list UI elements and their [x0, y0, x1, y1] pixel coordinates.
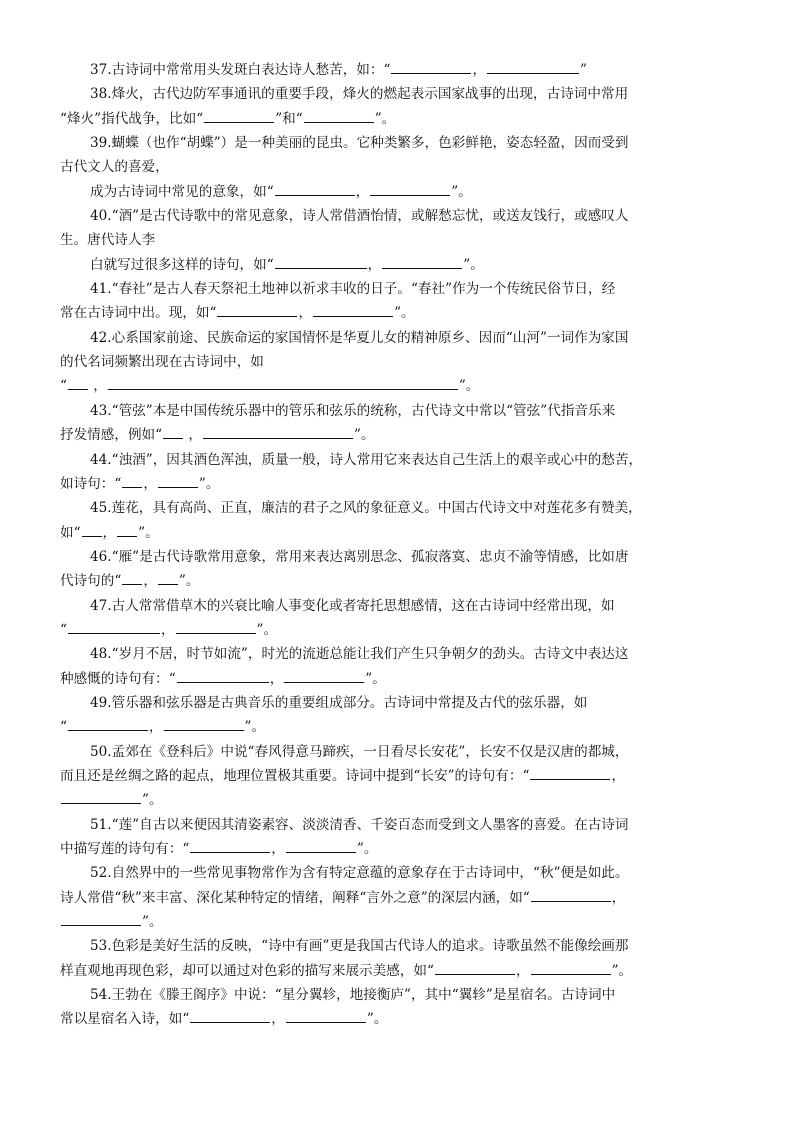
answer-blank[interactable] — [68, 716, 148, 731]
question-text: 如“ — [60, 524, 81, 541]
question-text: 的代名词频繁出现在古诗词中，如 — [60, 354, 264, 371]
question-line — [60, 569, 736, 593]
question-text: 47.古人常常借草木的兴衰比喻人事变化或者寄托思想感情，这在古诗词中经常出现，如 — [90, 597, 615, 614]
question-line — [60, 82, 736, 106]
answer-blank[interactable] — [122, 473, 142, 488]
question-text: ”。 — [463, 256, 484, 273]
question-text: “烽火”指代战争，比如“ — [60, 110, 204, 127]
question-text: ”。 — [458, 378, 480, 395]
question-line — [60, 521, 736, 545]
answer-blank[interactable] — [190, 838, 270, 853]
question-line — [60, 910, 736, 934]
question-line — [60, 594, 736, 618]
answer-blank[interactable] — [61, 911, 141, 926]
question-text: 抒发情感，例如“ — [60, 427, 163, 444]
question-text: ， — [160, 621, 175, 638]
question-line — [60, 861, 736, 885]
question-text: ， — [472, 62, 487, 78]
answer-blank[interactable] — [275, 181, 355, 196]
question-line — [60, 180, 736, 204]
question-text: 43.“管弦”本是中国传统乐器中的管乐和弦乐的统称，古代诗文中常以“管弦”代指音乐来 — [90, 402, 616, 419]
question-line — [60, 448, 736, 472]
question-line — [60, 813, 736, 837]
question-text: 如诗句：“ — [60, 475, 122, 492]
answer-blank[interactable] — [370, 181, 450, 196]
answer-blank[interactable] — [158, 473, 198, 488]
question-text: 代诗句的“ — [60, 573, 122, 590]
question-text: ”。 — [138, 524, 159, 541]
question-text: ”。 — [451, 183, 472, 200]
question-line — [60, 472, 736, 496]
question-text: 51.“莲”自古以来便因其清姿素容、淡淡清香、千姿百态而受到文人墨客的喜爱。在古诗词 — [90, 816, 629, 833]
question-text: ”。 — [356, 841, 378, 857]
answer-blank[interactable] — [530, 765, 610, 780]
question-line — [60, 326, 736, 350]
question-line — [60, 959, 736, 983]
question-text: 53.色彩是美好生活的反映，“诗中有画”更是我国古代诗人的追求。诗歌虽然不能像绘画那 — [90, 938, 629, 955]
question-text: ”。 — [244, 719, 266, 736]
question-text: ， — [355, 183, 370, 200]
question-line — [60, 107, 736, 131]
question-text: 48.“岁月不居，时节如流”，时光的流逝总能让我们产生只争朝夕的劲头。古诗文中表达这 — [90, 646, 629, 663]
question-q42 — [60, 326, 736, 399]
answer-blank[interactable] — [177, 668, 269, 683]
question-line — [60, 667, 736, 691]
question-q41 — [60, 277, 736, 326]
question-text: 38.烽火，古代边防军事通讯的重要手段，烽火的燃起表示国家战事的出现，古诗词中常用 — [90, 86, 629, 103]
question-line — [60, 399, 736, 423]
question-line — [60, 301, 736, 325]
answer-blank[interactable] — [284, 668, 364, 683]
question-text: 40.“酒”是古代诗歌中的常见意象，诗人常借酒怡情，或解愁忘忧，或送友饯行，或感叹人 — [90, 208, 629, 225]
answer-blank[interactable] — [164, 716, 244, 731]
question-text: ， — [611, 889, 626, 906]
question-text: ， — [143, 573, 157, 590]
question-text: ， — [515, 962, 530, 979]
question-text: ”。 — [354, 427, 375, 444]
question-text: 生。唐代诗人李 — [60, 232, 156, 249]
answer-blank[interactable] — [204, 108, 274, 123]
answer-blank[interactable] — [163, 424, 183, 439]
question-line — [60, 155, 736, 179]
question-line — [60, 423, 736, 447]
question-text: ， — [298, 305, 313, 322]
question-text: 39.蝴蝶（也作“胡蝶”）是一种美丽的昆虫。它种类繁多，色彩鲜艳，姿态轻盈，因而受到 — [90, 135, 629, 152]
question-line — [60, 642, 736, 666]
answer-blank[interactable] — [391, 59, 471, 74]
answer-blank[interactable] — [158, 570, 178, 585]
answer-blank[interactable] — [203, 424, 353, 439]
question-line — [60, 204, 736, 228]
answer-blank[interactable] — [382, 254, 462, 269]
question-text: 49.管乐器和弦乐器是古典音乐的重要组成部分。古诗词中常提及古代的弦乐器，如 — [90, 694, 588, 711]
question-line — [60, 691, 736, 715]
question-line — [60, 788, 736, 812]
question-line — [60, 545, 736, 569]
question-text: ， — [102, 524, 117, 541]
question-q45 — [60, 496, 736, 545]
question-text: ， — [271, 1011, 285, 1028]
question-q52 — [60, 861, 736, 934]
question-line — [60, 374, 736, 398]
answer-blank[interactable] — [61, 789, 141, 804]
question-text: 成为古诗词中常见的意象，如“ — [90, 183, 274, 200]
question-text: “ — [60, 719, 67, 736]
question-text: 而且还是丝绸之路的起点，地理位置极其重要。诗词中提到“长安”的诗句有：“ — [60, 767, 530, 784]
question-line — [60, 1007, 736, 1031]
question-q47 — [60, 594, 736, 643]
question-text: 诗人常借“秋”来丰富、深化某种特定的情绪，阐释“言外之意”的深层内涵，如“ — [60, 889, 530, 906]
question-line — [60, 58, 736, 82]
question-text: ， — [88, 378, 107, 395]
question-text: 44.“浊酒”，因其酒色浑浊，质量一般，诗人常用它来表达自己生活上的艰辛或心中的愁苦， — [90, 451, 643, 468]
question-q46 — [60, 545, 736, 594]
question-text: 54.王勃在《滕王阁序》中说：“星分翼轸，地接衡庐”，其中“翼轸”是星宿名。古诗词中 — [90, 987, 616, 1004]
question-text: “ — [60, 621, 67, 638]
question-text: ”和“ — [275, 110, 303, 127]
question-q38 — [60, 82, 736, 131]
question-line — [60, 618, 736, 642]
question-line — [60, 983, 736, 1007]
question-q48 — [60, 642, 736, 691]
answer-blank[interactable] — [176, 619, 256, 634]
question-text: 42.心系国家前途、民族命运的家国情怀是华夏儿女的精神原乡、因而“山河”一词作为家国 — [90, 329, 629, 346]
question-text: 常在古诗词中出。现，如“ — [60, 305, 217, 322]
answer-blank[interactable] — [531, 887, 611, 902]
question-text: “ — [60, 378, 67, 395]
question-line — [60, 934, 736, 958]
question-text: 中描写莲的诗句有：“ — [60, 841, 190, 857]
question-text: 白就写过很多这样的诗句，如“ — [90, 256, 274, 273]
question-q43 — [60, 399, 736, 448]
answer-blank[interactable] — [275, 254, 367, 269]
question-text: ， — [184, 427, 203, 444]
question-text: ， — [148, 719, 163, 736]
question-line — [60, 886, 736, 910]
question-text: 样直观地再现色彩，却可以通过对色彩的描写来展示美感，如“ — [60, 962, 434, 979]
answer-blank[interactable] — [68, 619, 160, 634]
question-text: ”。 — [198, 475, 220, 492]
answer-blank[interactable] — [304, 108, 374, 123]
question-text: ”。 — [142, 792, 163, 809]
answer-blank[interactable] — [313, 302, 393, 317]
answer-blank[interactable] — [82, 522, 102, 537]
question-text: 37.古诗词中常常用头发斑白表达诗人愁苦，如：“ — [90, 62, 391, 78]
question-text: ” — [580, 62, 587, 78]
question-text: ”。 — [611, 962, 633, 979]
question-line — [60, 496, 736, 520]
question-line — [60, 740, 736, 764]
question-text: ”。 — [394, 305, 415, 322]
question-line — [60, 228, 736, 252]
question-text: 古代文人的喜爱， — [60, 159, 169, 176]
question-line — [60, 715, 736, 739]
answer-blank[interactable] — [117, 522, 137, 537]
question-text: 50.孟郊在《登科后》中说“春风得意马蹄疾，一日看尽长安花”，长安不仅是汉唐的都城， — [90, 743, 629, 760]
question-text: 种感慨的诗句有：“ — [60, 670, 176, 687]
question-line — [60, 131, 736, 155]
question-text: ”。 — [178, 573, 200, 590]
question-text: ”。 — [365, 670, 386, 687]
question-text: ， — [367, 256, 382, 273]
answer-blank[interactable] — [190, 1008, 270, 1023]
question-text: ”。 — [142, 914, 163, 931]
question-text: 45.莲花，具有高尚、正直，廉洁的君子之风的象征意义。中国古代诗文中对莲花多有赞美， — [90, 500, 642, 517]
question-line — [60, 837, 736, 861]
question-text: 46.“雁”是古代诗歌常用意象，常用来表达离别思念、孤寂落寞、忠贞不渝等情感，比如唐 — [90, 548, 629, 565]
answer-blank[interactable] — [435, 960, 515, 975]
question-text: ， — [143, 475, 157, 492]
question-q44 — [60, 448, 736, 497]
question-line — [60, 277, 736, 301]
question-text: ， — [269, 670, 284, 687]
answer-blank[interactable] — [487, 59, 579, 74]
question-text: 常以星宿名入诗，如“ — [60, 1011, 190, 1028]
question-q37 — [60, 58, 736, 82]
question-q51 — [60, 813, 736, 862]
question-text: ”。 — [366, 1011, 388, 1028]
answer-blank[interactable] — [286, 1008, 366, 1023]
question-line — [60, 350, 736, 374]
question-q49 — [60, 691, 736, 740]
worksheet-page — [60, 58, 736, 1032]
question-q50 — [60, 740, 736, 813]
question-text: ”。 — [256, 621, 278, 638]
question-text: 52.自然界中的一些常见事物常作为含有特定意蕴的意象存在于古诗词中，“秋”便是如此。 — [90, 865, 629, 882]
question-text: ， — [611, 767, 626, 784]
answer-blank[interactable] — [122, 570, 142, 585]
question-text: 41.“春社”是古人春天祭祀土地神以祈求丰收的日子。“春社”作为一个传统民俗节日，经 — [90, 281, 616, 298]
question-text: ， — [271, 841, 285, 857]
answer-blank[interactable] — [286, 838, 356, 853]
question-text: ”。 — [374, 110, 396, 127]
answer-blank[interactable] — [531, 960, 611, 975]
answer-blank[interactable] — [108, 375, 458, 390]
question-q53 — [60, 934, 736, 983]
question-q54 — [60, 983, 736, 1032]
answer-blank[interactable] — [217, 302, 297, 317]
question-q39 — [60, 131, 736, 204]
question-line — [60, 253, 736, 277]
question-line — [60, 764, 736, 788]
answer-blank[interactable] — [68, 375, 88, 390]
question-q40 — [60, 204, 736, 277]
